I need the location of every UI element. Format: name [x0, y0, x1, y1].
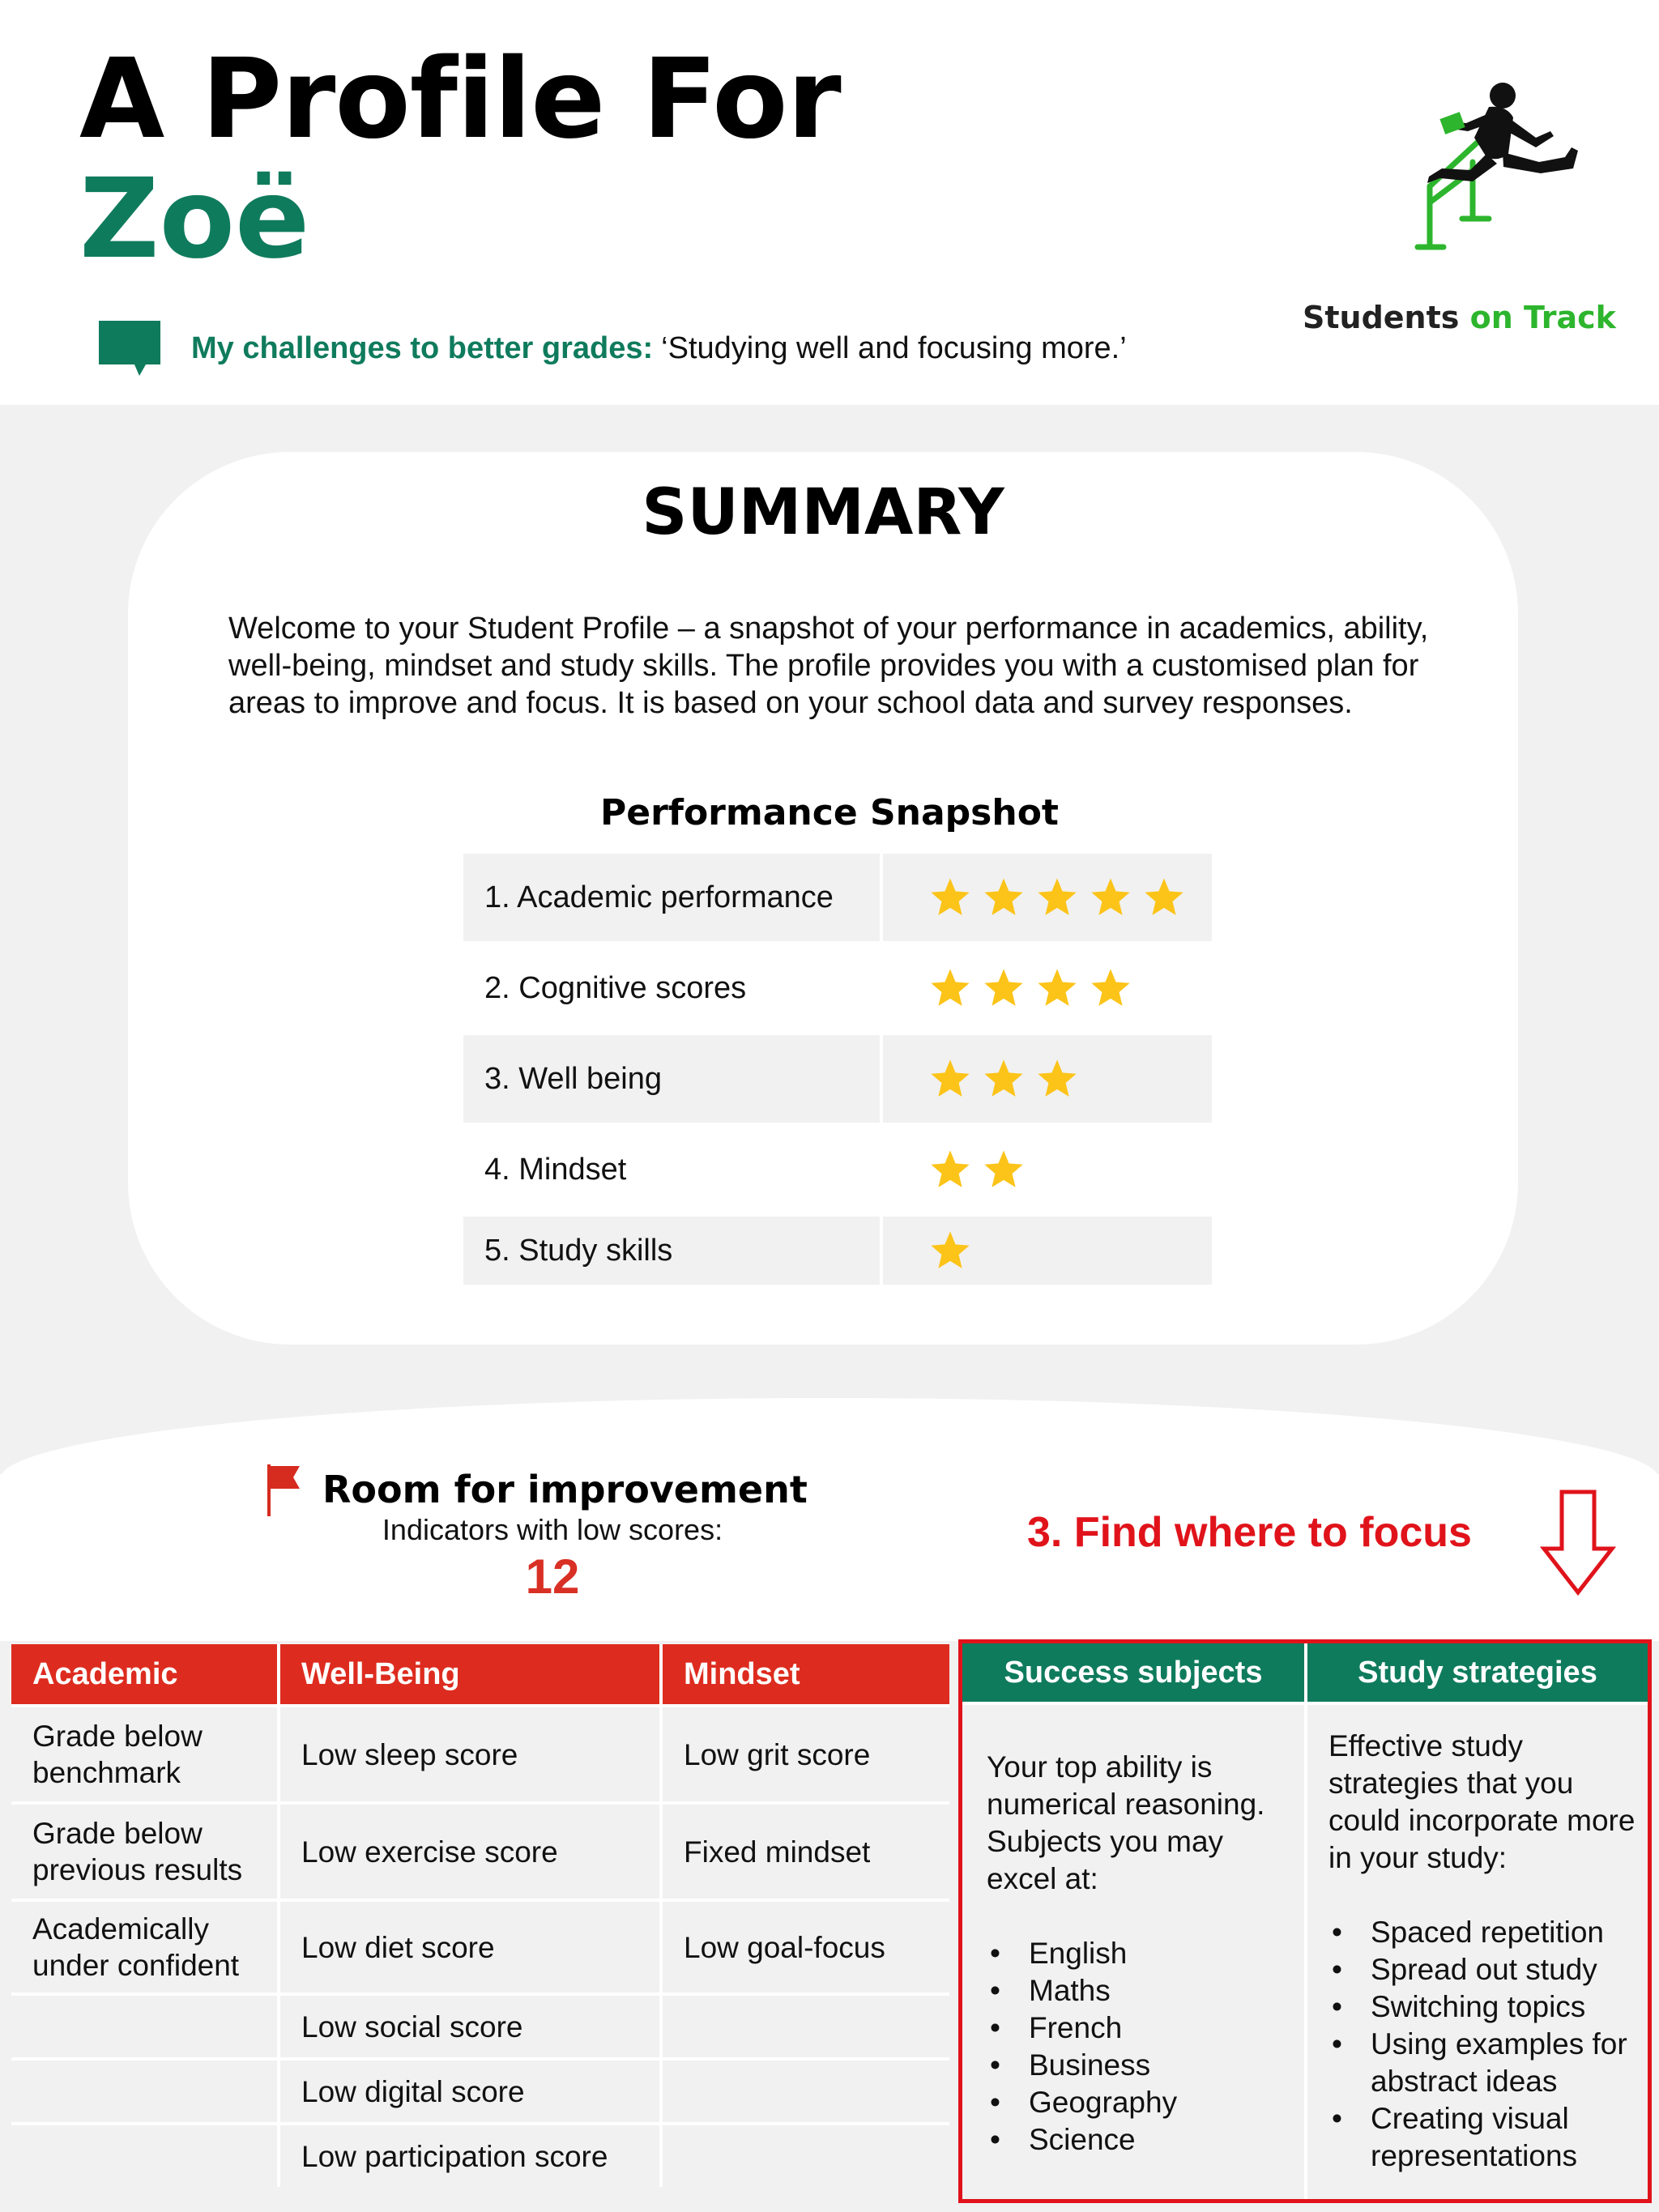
- snapshot-row: [463, 944, 1212, 1032]
- table-row: [11, 1801, 949, 1899]
- table-cell: Low sleep score: [280, 1704, 663, 1801]
- table-cell: [11, 2122, 280, 2187]
- star-rating: [883, 1217, 1212, 1285]
- star-icon: [982, 876, 1026, 919]
- column-header-success-subjects: Success subjects: [962, 1643, 1304, 1702]
- snapshot-label: 1. Academic performance: [463, 854, 880, 941]
- star-icon: [1035, 966, 1079, 1010]
- star-icon: [982, 966, 1026, 1010]
- low-score-count: 12: [525, 1549, 580, 1604]
- improvement-title: Room for improvement: [322, 1468, 808, 1511]
- success-intro: Your top ability is numerical reasoning. Subjects you may excel at:: [987, 1750, 1265, 1895]
- table-row: [11, 1704, 949, 1801]
- column-header-study-strategies: Study strategies: [1307, 1643, 1648, 1702]
- list-item: • Business: [987, 2047, 1296, 2084]
- logo-word-students: Students: [1303, 300, 1460, 335]
- list-item: • Using examples for abstract ideas: [1328, 2026, 1640, 2100]
- list-item: • Spread out study: [1328, 1951, 1640, 1988]
- table-cell: Grade below benchmark: [11, 1704, 280, 1801]
- snapshot-row: [463, 1217, 1212, 1285]
- list-item: • Geography: [987, 2084, 1296, 2121]
- star-icon: [928, 1229, 972, 1272]
- study-strategies-list: [1328, 1914, 1640, 2175]
- table-cell: Low diet score: [280, 1899, 663, 1993]
- focus-label: 3. Find where to focus: [1027, 1509, 1472, 1556]
- list-item: • Science: [987, 2121, 1296, 2159]
- table-cell: Academically under confident: [11, 1899, 280, 1993]
- table-cell: Low exercise score: [280, 1801, 663, 1899]
- star-icon: [1035, 1057, 1079, 1101]
- focus-body: [962, 1705, 1648, 2199]
- page-title: A Profile For: [79, 36, 841, 164]
- column-header-academic: Academic: [11, 1644, 280, 1704]
- table-row: [11, 1993, 949, 2057]
- star-icon: [1142, 876, 1186, 919]
- table-header-row: [11, 1644, 949, 1704]
- improvement-header-area: [0, 1474, 1659, 1641]
- table-cell: Fixed mindset: [663, 1801, 949, 1899]
- column-header-mindset: Mindset: [663, 1644, 949, 1704]
- table-cell: [663, 1993, 949, 2057]
- summary-card: [128, 452, 1518, 1345]
- table-cell: Low social score: [280, 1993, 663, 2057]
- list-item: • French: [987, 2010, 1296, 2047]
- star-rating: [883, 1035, 1212, 1123]
- star-icon: [1089, 876, 1132, 919]
- star-icon: [1089, 966, 1132, 1010]
- table-cell: Low participation score: [280, 2122, 663, 2187]
- snapshot-label: 2. Cognitive scores: [484, 970, 747, 1005]
- star-rating: [883, 854, 1212, 941]
- table-cell: Low grit score: [663, 1704, 949, 1801]
- star-icon: [1035, 876, 1079, 919]
- success-subjects-cell: [962, 1705, 1304, 2199]
- star-icon: [928, 966, 972, 1010]
- snapshot-row: [463, 1035, 1212, 1123]
- snapshot-label: 3. Well being: [463, 1035, 880, 1123]
- strategies-intro: Effective study strategies that you could incorporate more in your study:: [1328, 1729, 1636, 1874]
- star-icon: [928, 1057, 972, 1101]
- star-icon: [928, 1148, 972, 1191]
- list-item: • Creating visual representations: [1328, 2100, 1640, 2175]
- logo-text: [1303, 300, 1616, 335]
- performance-snapshot-table: [463, 854, 1212, 1288]
- table-cell: Low digital score: [280, 2057, 663, 2122]
- snapshot-title: Performance Snapshot: [600, 792, 1059, 833]
- list-item: • English: [987, 1935, 1296, 1972]
- table-cell: [11, 2057, 280, 2122]
- summary-title: SUMMARY: [642, 476, 1004, 549]
- student-name: Zoë: [79, 156, 310, 283]
- indicators-table: [11, 1644, 949, 2187]
- column-header-well-being: Well-Being: [280, 1644, 663, 1704]
- speech-bubble-icon: [96, 318, 164, 379]
- improvement-subtitle: Indicators with low scores:: [382, 1513, 723, 1546]
- table-cell: [11, 1993, 280, 2057]
- table-row: [11, 1899, 949, 1993]
- snapshot-label: 4. Mindset: [484, 1152, 627, 1187]
- list-item: • Spaced repetition: [1328, 1914, 1640, 1951]
- down-arrow-icon: [1539, 1489, 1617, 1597]
- logo-word-on-track: on Track: [1469, 300, 1616, 335]
- table-row: [11, 2122, 949, 2187]
- improvement-heading: [264, 1461, 808, 1518]
- snapshot-row: [463, 854, 1212, 941]
- challenge-text: ‘Studying well and focusing more.’: [661, 330, 1127, 365]
- success-subjects-list: [987, 1935, 1296, 2159]
- table-cell: [663, 2057, 949, 2122]
- summary-text: Welcome to your Student Profile – a snapshot of your performance in academics, ability, well-being, mindset and study skills. The profile provides you with a customised plan for areas to improve and focus. It is based on your school data and survey responses.: [228, 612, 1429, 720]
- header: [0, 0, 1659, 405]
- list-item: • Switching topics: [1328, 1988, 1640, 2026]
- challenge-label: My challenges to better grades:: [191, 330, 654, 365]
- table-cell: Grade below previous results: [11, 1801, 280, 1899]
- table-cell: [663, 2122, 949, 2187]
- focus-header-row: [962, 1643, 1648, 1702]
- star-icon: [928, 876, 972, 919]
- students-on-track-logo: [1288, 73, 1616, 340]
- star-rating: [883, 944, 1212, 1032]
- study-strategies-cell: [1307, 1705, 1648, 2199]
- star-icon: [982, 1057, 1026, 1101]
- challenge-statement: [96, 316, 1127, 381]
- hurdler-logo: [1353, 73, 1596, 300]
- star-rating: [883, 1126, 1212, 1213]
- star-icon: [982, 1148, 1026, 1191]
- snapshot-row: [463, 1126, 1212, 1213]
- red-flag-icon: [264, 1461, 303, 1518]
- table-cell: Low goal-focus: [663, 1899, 949, 1993]
- snapshot-label: 5. Study skills: [463, 1217, 880, 1285]
- focus-box: [958, 1639, 1652, 2203]
- list-item: • Maths: [987, 1972, 1296, 2010]
- table-row: [11, 2057, 949, 2122]
